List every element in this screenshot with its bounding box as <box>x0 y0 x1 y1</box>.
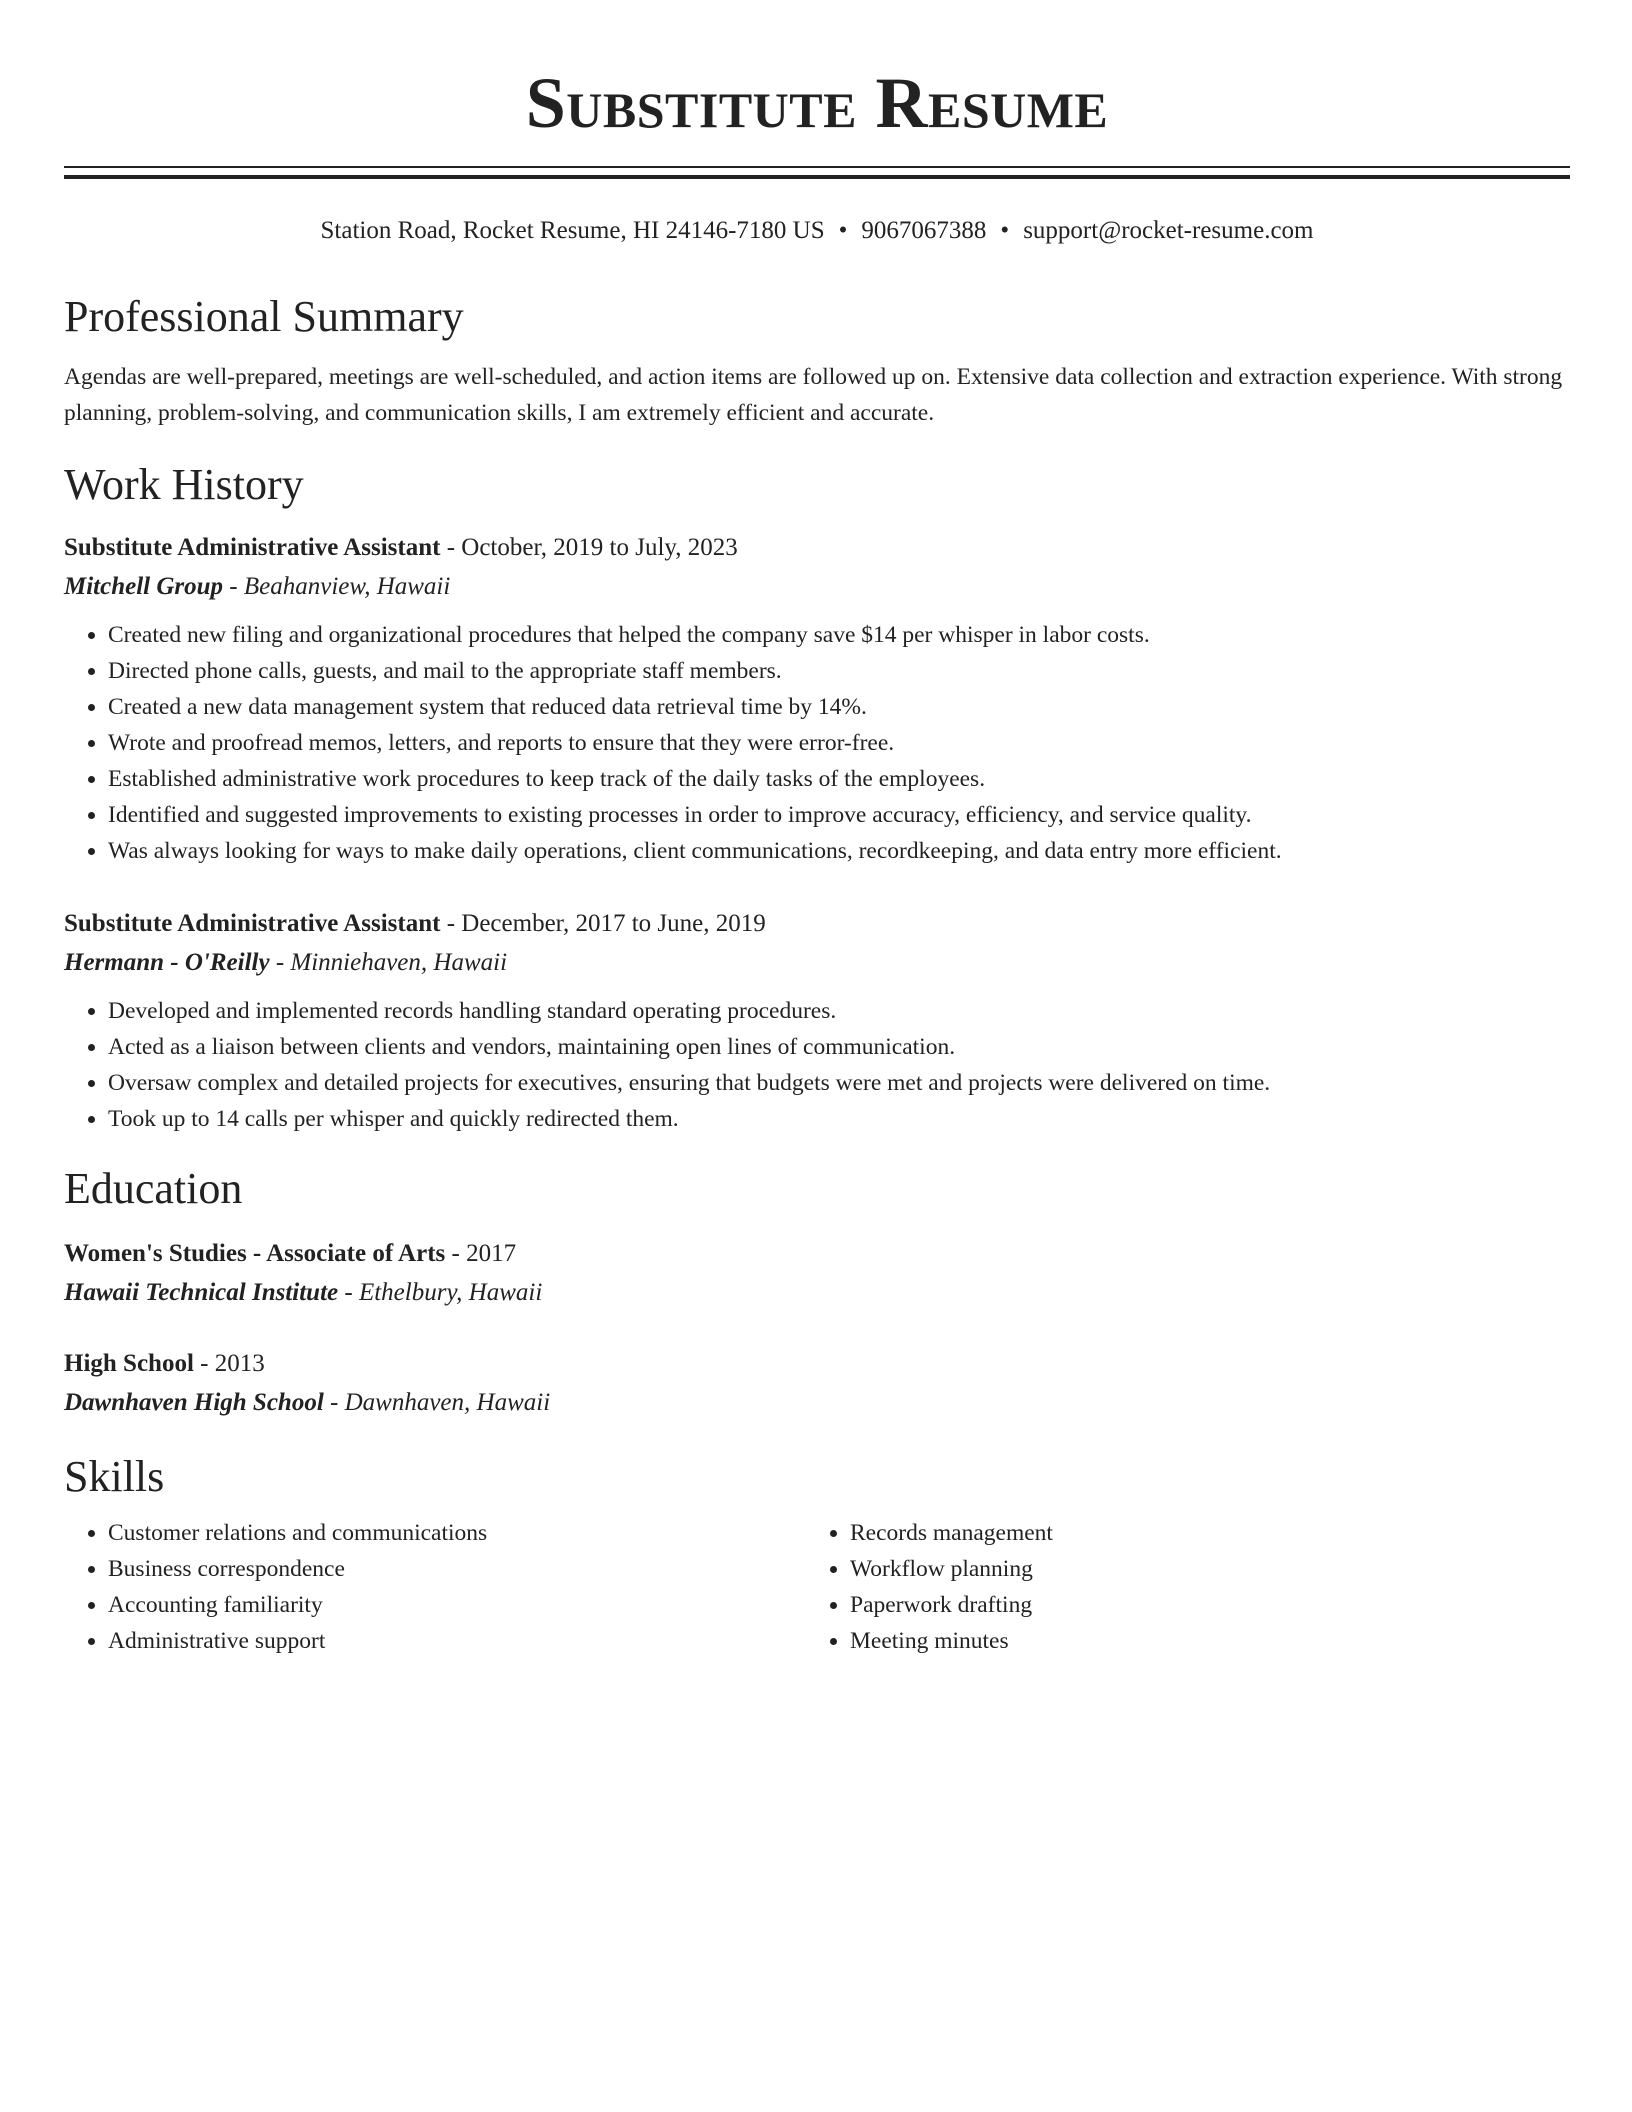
contact-email: support@rocket-resume.com <box>1023 217 1314 244</box>
job-entry <box>64 905 1570 1137</box>
degree-line <box>64 1235 1570 1273</box>
skill-item: • Accounting familiarity <box>108 1587 806 1623</box>
summary-heading: Professional Summary <box>64 292 464 341</box>
contact-separator: • <box>1000 217 1010 244</box>
skill-item: • Paperwork drafting <box>850 1587 1548 1623</box>
job-title-line <box>64 905 1570 943</box>
job-company: Mitchell Group <box>64 573 224 600</box>
skills-heading: Skills <box>64 1452 165 1501</box>
resume-title: Substitute Resume <box>525 63 1109 143</box>
education-heading: Education <box>64 1164 243 1213</box>
list-item: • Acted as a liaison between clients and vendors, maintaining open lines of communication. <box>108 1029 1570 1065</box>
title-divider-thin <box>64 166 1570 168</box>
degree: High School <box>64 1350 194 1377</box>
school-name: Dawnhaven High School <box>64 1389 324 1416</box>
skills-list <box>806 1515 1548 1659</box>
list-item: • Identified and suggested improvements to existing processes in order to improve accuracy, efficiency, and service quality. <box>108 797 1570 833</box>
skill-item: • Customer relations and communications <box>108 1515 806 1551</box>
contact-line <box>64 215 1570 247</box>
list-item: • Created a new data management system that reduced data retrieval time by 14%. <box>108 689 1570 725</box>
job-dates: - December, 2017 to June, 2019 <box>440 910 766 937</box>
graduation-year: - 2017 <box>445 1240 517 1267</box>
job-company-line <box>64 943 1570 983</box>
contact-phone: 9067067388 <box>861 217 987 244</box>
list-item: • Wrote and proofread memos, letters, and reports to ensure that they were error-free. <box>108 725 1570 761</box>
job-dates: - October, 2019 to July, 2023 <box>440 534 738 561</box>
job-title-line <box>64 529 1570 567</box>
skill-item: • Records management <box>850 1515 1548 1551</box>
school-line <box>64 1273 1570 1313</box>
skill-item: • Administrative support <box>108 1623 806 1659</box>
summary-text: Agendas are well-prepared, meetings are well-scheduled, and action items are followed up on. Extensive data collection and extraction experience. With strong planning, problem-solving, and communication skills, I am extremely efficient and accurate. <box>64 364 1563 426</box>
job-location: - Minniehaven, Hawaii <box>269 949 508 976</box>
list-item: • Developed and implemented records handling standard operating procedures. <box>108 993 1570 1029</box>
skills-column-left <box>64 1515 806 1659</box>
title-divider-thick <box>64 175 1570 179</box>
skills-grid <box>64 1515 1570 1659</box>
job-title: Substitute Administrative Assistant <box>64 534 441 561</box>
job-company-line <box>64 567 1570 607</box>
work-history-heading: Work History <box>64 460 304 509</box>
skills-column-right <box>806 1515 1548 1659</box>
list-item: • Directed phone calls, guests, and mail to the appropriate staff members. <box>108 653 1570 689</box>
skill-item: • Workflow planning <box>850 1551 1548 1587</box>
degree: Women's Studies - Associate of Arts <box>64 1240 446 1267</box>
school-location: - Dawnhaven, Hawaii <box>323 1389 551 1416</box>
contact-address: Station Road, Rocket Resume, HI 24146-7180 US <box>320 217 825 244</box>
school-name: Hawaii Technical Institute <box>64 1279 339 1306</box>
list-item: • Was always looking for ways to make daily operations, client communications, recordkeeping, and data entry more efficient. <box>108 833 1570 869</box>
list-item: • Took up to 14 calls per whisper and quickly redirected them. <box>108 1101 1570 1137</box>
list-item: • Established administrative work procedures to keep track of the daily tasks of the employees. <box>108 761 1570 797</box>
skill-item: • Meeting minutes <box>850 1623 1548 1659</box>
education-entry <box>64 1345 1570 1423</box>
job-bullets <box>64 617 1570 869</box>
degree-line <box>64 1345 1570 1383</box>
job-company: Hermann - O'Reilly <box>64 949 270 976</box>
education-entry <box>64 1235 1570 1313</box>
school-line <box>64 1383 1570 1423</box>
job-bullets <box>64 993 1570 1137</box>
job-title: Substitute Administrative Assistant <box>64 910 441 937</box>
job-location: - Beahanview, Hawaii <box>223 573 451 600</box>
skills-list <box>64 1515 806 1659</box>
job-entry <box>64 529 1570 869</box>
list-item: • Oversaw complex and detailed projects for executives, ensuring that budgets were met and projects were delivered on time. <box>108 1065 1570 1101</box>
contact-separator: • <box>838 217 848 244</box>
graduation-year: - 2013 <box>193 1350 265 1377</box>
resume-page <box>64 0 1570 1659</box>
list-item: • Created new filing and organizational procedures that helped the company save $14 per whisper in labor costs. <box>108 617 1570 653</box>
skill-item: • Business correspondence <box>108 1551 806 1587</box>
school-location: - Ethelbury, Hawaii <box>338 1279 543 1306</box>
